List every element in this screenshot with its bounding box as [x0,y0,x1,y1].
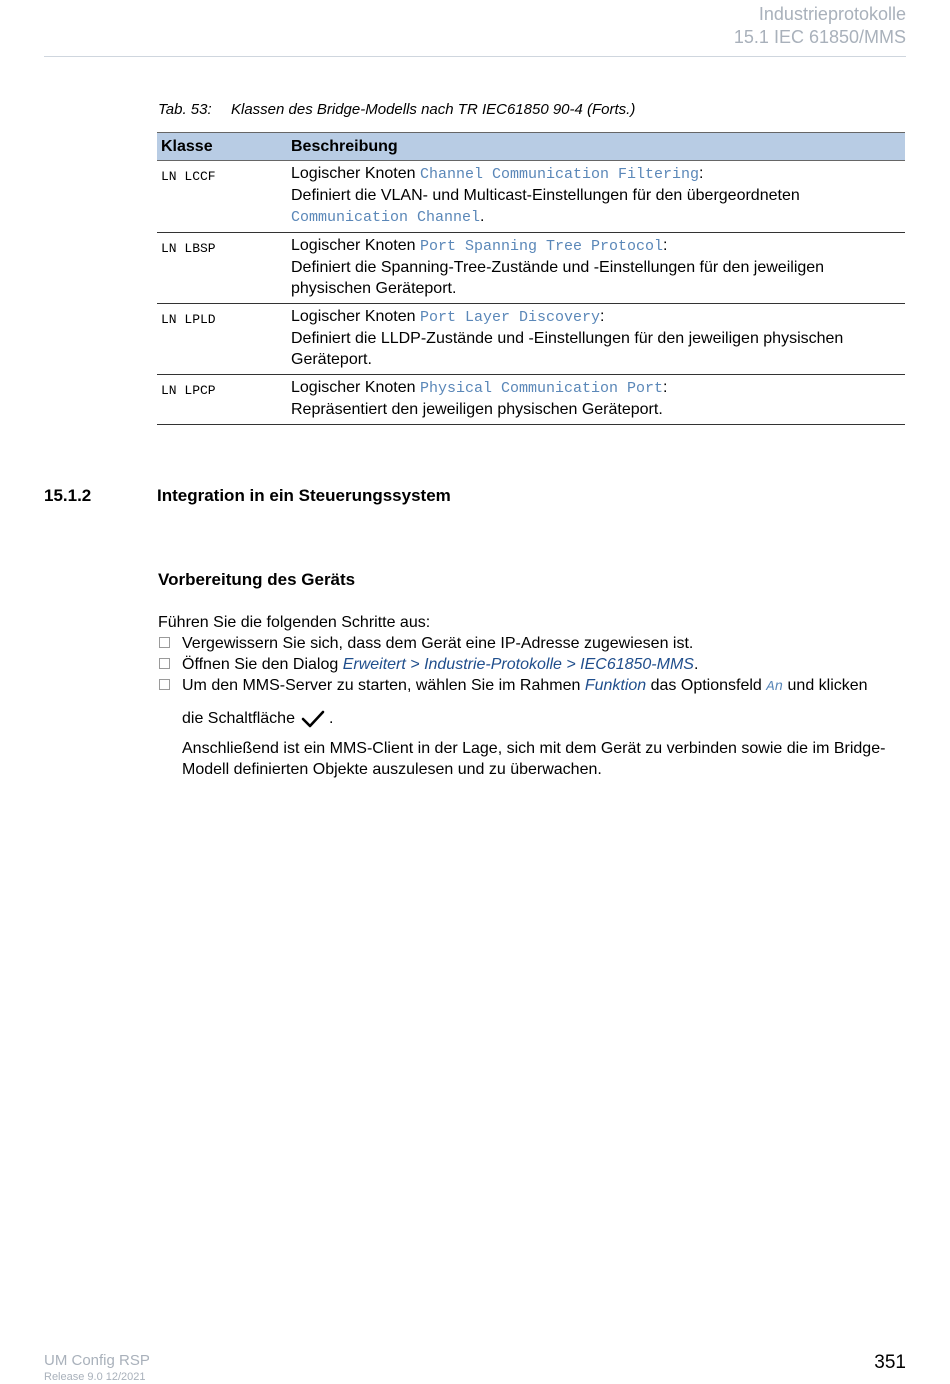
procedure-block [158,612,908,780]
checkbox-bullet-icon [159,679,170,690]
table-caption-text: Klassen des Bridge-Modells nach TR IEC61850 90-4 (Forts.) [231,101,636,118]
header-section: 15.1 IEC 61850/MMS [733,27,906,47]
step-text: Um den MMS-Server zu starten, wählen Sie im Rahmen [182,677,585,694]
description-code: Communication Channel [291,209,481,226]
class-cell: LN LPCP [157,375,287,425]
section-number: 15.1.2 [44,486,92,505]
row-description: Repräsentiert den jeweiligen physischen Geräteport. [291,401,663,418]
node-name: Physical Communication Port [419,380,664,397]
table-row [157,233,905,304]
row-prefix: Logischer Knoten [291,237,420,254]
result-text: Anschließend ist ein MMS-Client in der Lage, sich mit dem Gerät zu verbinden sowie die im Bridge-Modell definierten Objekte auszulesen und zu überwachen. [182,740,886,778]
header-chapter: Industrieprotokolle [758,4,906,24]
node-name: Channel Communication Filtering [419,166,700,183]
row-prefix: Logischer Knoten [291,165,420,182]
classes-table [157,132,905,425]
row-description: Definiert die Spanning-Tree-Zustände und -Einstellungen für den jeweiligen physischen Geräteport. [291,259,825,297]
node-name: Port Spanning Tree Protocol [419,238,664,255]
footer-release: Release 9.0 12/2021 [44,1371,146,1383]
checkbox-bullet-icon [159,658,170,669]
node-name: Port Layer Discovery [419,309,601,326]
row-prefix: Logischer Knoten [291,308,420,325]
step-item [158,654,908,675]
header-divider [44,56,906,57]
row-description: Definiert die VLAN- und Multicast-Einstellungen für den übergeordneten [291,187,800,204]
option-value: An [766,679,784,695]
step-text: Öffnen Sie den Dialog [182,656,343,673]
step-item [158,675,908,780]
section-title: Integration in ein Steuerungssystem [157,486,451,505]
checkmark-icon [301,709,325,735]
step-item [158,633,908,654]
row-colon: : [699,165,704,182]
row-colon: : [663,379,668,396]
class-cell: LN LCCF [157,161,287,233]
row-colon: : [663,237,668,254]
footer-doc-info [44,1352,150,1384]
procedure-intro: Führen Sie die folgenden Schritte aus: [158,614,431,631]
table-row [157,161,905,233]
subsection-heading: Vorbereitung des Geräts [158,570,356,589]
description-cell [287,161,905,233]
page-number: 351 [874,1352,906,1373]
step-text-end: . [693,656,699,673]
step-text-line2: die Schaltfläche [182,710,295,727]
frame-link[interactable]: Funktion [584,677,647,694]
running-header [734,3,906,49]
dialog-path-link[interactable]: Erweitert > Industrie-Protokolle > IEC61850-MMS [342,656,694,673]
footer-doc-name: UM Config RSP [44,1352,150,1369]
table-row [157,304,905,375]
row-description-end: . [480,208,485,225]
table-row [157,375,905,425]
row-description: Definiert die LLDP-Zustände und -Einstellungen für den jeweiligen physischen Geräteport. [291,330,844,368]
class-cell: LN LPLD [157,304,287,375]
row-prefix: Logischer Knoten [291,379,420,396]
step-text-mid: das Optionsfeld [646,677,767,694]
section-heading [44,486,451,506]
checkbox-bullet-icon [159,637,170,648]
step-text-post: und klicken [783,677,868,694]
table-caption-number: Tab. 53: [158,101,212,118]
description-cell [287,375,905,425]
col-header-beschreibung: Beschreibung [287,133,905,161]
col-header-klasse: Klasse [157,133,287,161]
description-cell [287,304,905,375]
class-cell: LN LBSP [157,233,287,304]
table-caption [158,101,635,118]
table-header-row [157,133,905,161]
step-text: Vergewissern Sie sich, dass dem Gerät eine IP-Adresse zugewiesen ist. [182,635,694,652]
step-continuation [182,708,908,735]
description-cell [287,233,905,304]
row-colon: : [600,308,605,325]
step-text-end: . [328,710,334,727]
